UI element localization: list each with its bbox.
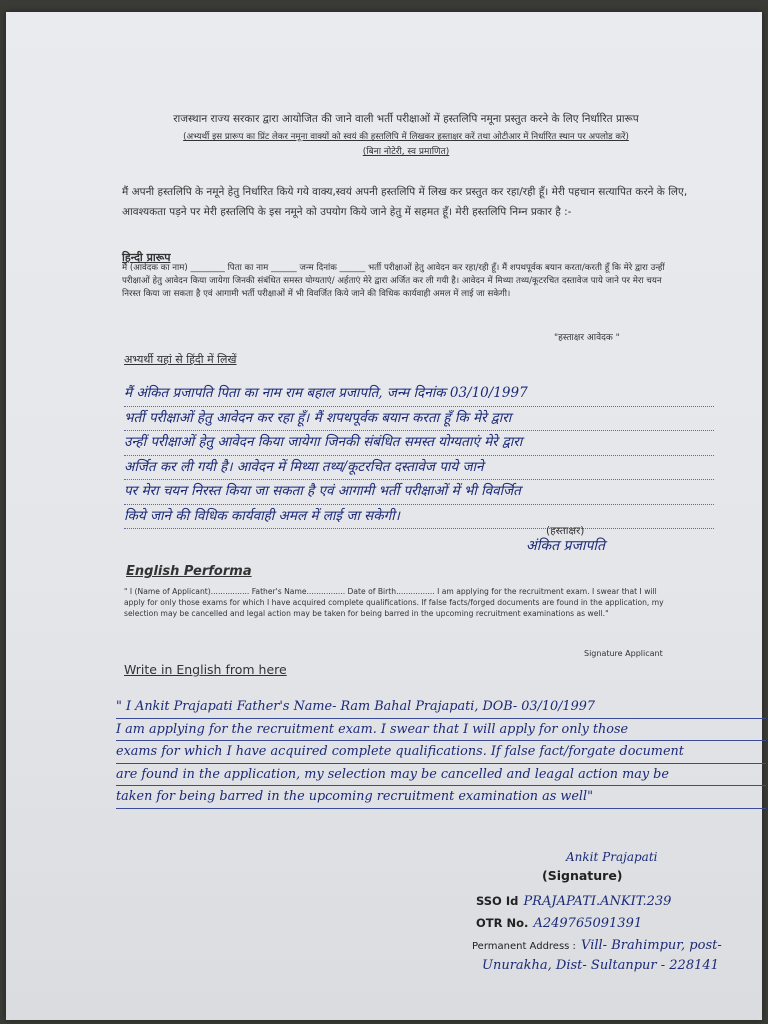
english-handwritten-line: are found in the application, my selection may be cancelled and leagal action may be	[116, 764, 766, 787]
english-handwritten-text	[116, 696, 766, 809]
hindi-performa-title: हिन्दी प्रारूप	[122, 251, 171, 264]
address-label: Permanent Address :	[472, 941, 576, 952]
hindi-handwritten-line: उन्हीं परीक्षाओं हेतु आवेदन किया जायेगा जिनकी संबंधित समस्त योग्यताएं मेरे द्वारा	[124, 431, 714, 456]
otr-label: OTR No.	[476, 916, 529, 930]
form-instruction-note: (अभ्यर्थी इस प्रारूप का प्रिंट लेकर नमूना वाक्यों को स्वयं की हस्तलिपि में लिखकर हस्ताक्षर करें तथा ओटीआर में निर्धारित स्थान पर अपलोड करें)	[183, 132, 629, 142]
address-line-1: Vill- Brahimpur, post-	[581, 938, 722, 953]
sso-id-row	[476, 890, 671, 909]
hindi-handwritten-line: अर्जित कर ली गयी है। आवेदन में मिथ्या तथ्य/कूटरचित दस्तावेज पाये जाने	[124, 456, 714, 481]
hindi-signature-label: (हस्ताक्षर)	[546, 525, 585, 537]
applicant-signature: Ankit Prajapati	[566, 850, 658, 864]
hindi-handwritten-line: भर्ती परीक्षाओं हेतु आवेदन कर रहा हूँ। मैं शपथपूर्वक बयान करता हूँ कि मेरे द्वारा	[124, 407, 714, 432]
signature-label: (Signature)	[542, 868, 623, 883]
hindi-handwritten-line: किये जाने की विधिक कार्यवाही अमल में लाई जा सकेगी।	[124, 505, 714, 530]
english-handwritten-line: taken for being barred in the upcoming recruitment examination as well"	[116, 786, 766, 809]
hindi-write-instruction: अभ्यर्थी यहां से हिंदी में लिखें	[124, 353, 237, 366]
sso-id-value: PRAJAPATI.ANKIT.239	[523, 894, 672, 909]
hindi-handwritten-text	[124, 382, 714, 529]
form-page	[6, 12, 762, 1020]
hindi-signature: अंकित प्रजापति	[526, 538, 606, 554]
english-handwritten-line: exams for which I have acquired complete qualifications. If false fact/forgate document	[116, 741, 766, 764]
address-row	[472, 934, 722, 953]
intro-paragraph: मैं अपनी हस्तलिपि के नमूने हेतु निर्धारित किये गये वाक्य,स्वयं अपनी हस्तलिपि में लिख कर प्रस्तुत कर रहा/रही हूँ। मेरी पहचान सत्यापित करने के लिए, आवश्यकता पड़ने पर मेरी हस्तलिपि के इस नमूने को उपयोग किये जाने हेतु में सहमत हूँ। मेरी हस्तलिपि निम्न प्रकार है :-	[122, 186, 688, 218]
english-handwritten-line: " I Ankit Prajapati Father's Name- Ram Bahal Prajapati, DOB- 03/10/1997	[116, 696, 766, 719]
english-performa-text: " I (Name of Applicant)................ Father's Name................ Date of Birth................ I am applying for the recruitment exam. I swear that I will apply for only those exams for which I have acquired complete qualifications. If false facts/forged documents are found in the application, my selection may be cancelled and legal action may be taken for being barred in the upcoming recruitment examinations as well."	[124, 587, 664, 618]
hindi-signature-applicant-label: "हस्ताक्षर आवेदक "	[554, 333, 620, 343]
address-line-2: Unurakha, Dist- Sultanpur - 228141	[482, 958, 719, 973]
otr-row	[476, 912, 642, 931]
form-title: राजस्थान राज्य सरकार द्वारा आयोजित की जाने वाली भर्ती परीक्षाओं में हस्तलिपि नमूना प्रस्तुत करने के लिए निर्धारित प्रारूप	[173, 113, 639, 125]
english-handwritten-line: I am applying for the recruitment exam. I swear that I will apply for only those	[116, 719, 766, 742]
otr-value: A249765091391	[533, 916, 643, 931]
sso-id-label: SSO Id	[476, 894, 519, 908]
hindi-handwritten-line: मैं अंकित प्रजापति पिता का नाम राम बहाल प्रजापति, जन्म दिनांक 03/10/1997	[124, 382, 714, 407]
english-performa-title: English Performa	[126, 564, 252, 579]
english-signature-applicant-label: Signature Applicant	[584, 649, 663, 658]
form-subtitle: (बिना नोटेरी, स्व प्रमाणित)	[362, 147, 450, 157]
english-write-instruction: Write in English from here	[124, 662, 287, 677]
hindi-handwritten-line: पर मेरा चयन निरस्त किया जा सकता है एवं आगामी भर्ती परीक्षाओं में भी विवर्जित	[124, 480, 714, 505]
hindi-performa-text: मैं (आवेदक का नाम) ________ पिता का नाम ______ जन्म दिनांक ______ भर्ती परीक्षाओं हेतु आवेदन कर रहा/रही हूँ। मैं शपथपूर्वक बयान करता/करती हूँ कि मेरे द्वारा उन्हीं परीक्षाओं हेतु आवेदन किया जायेगा जिनकी संबंधित समस्त योग्यताएं/ अर्हताएं मेरे द्वारा अर्जित कर ली गयी है। आवेदन में मिथ्या तथ्य/कूटरचित दस्तावेज पाये जाने पर मेरा चयन निरस्त किया जा सकता है एवं आगामी भर्ती परीक्षाओं में भी विवर्जित किये जाने की विधिक कार्यवाही अमल में लाई जा सकेगी।	[122, 263, 665, 299]
